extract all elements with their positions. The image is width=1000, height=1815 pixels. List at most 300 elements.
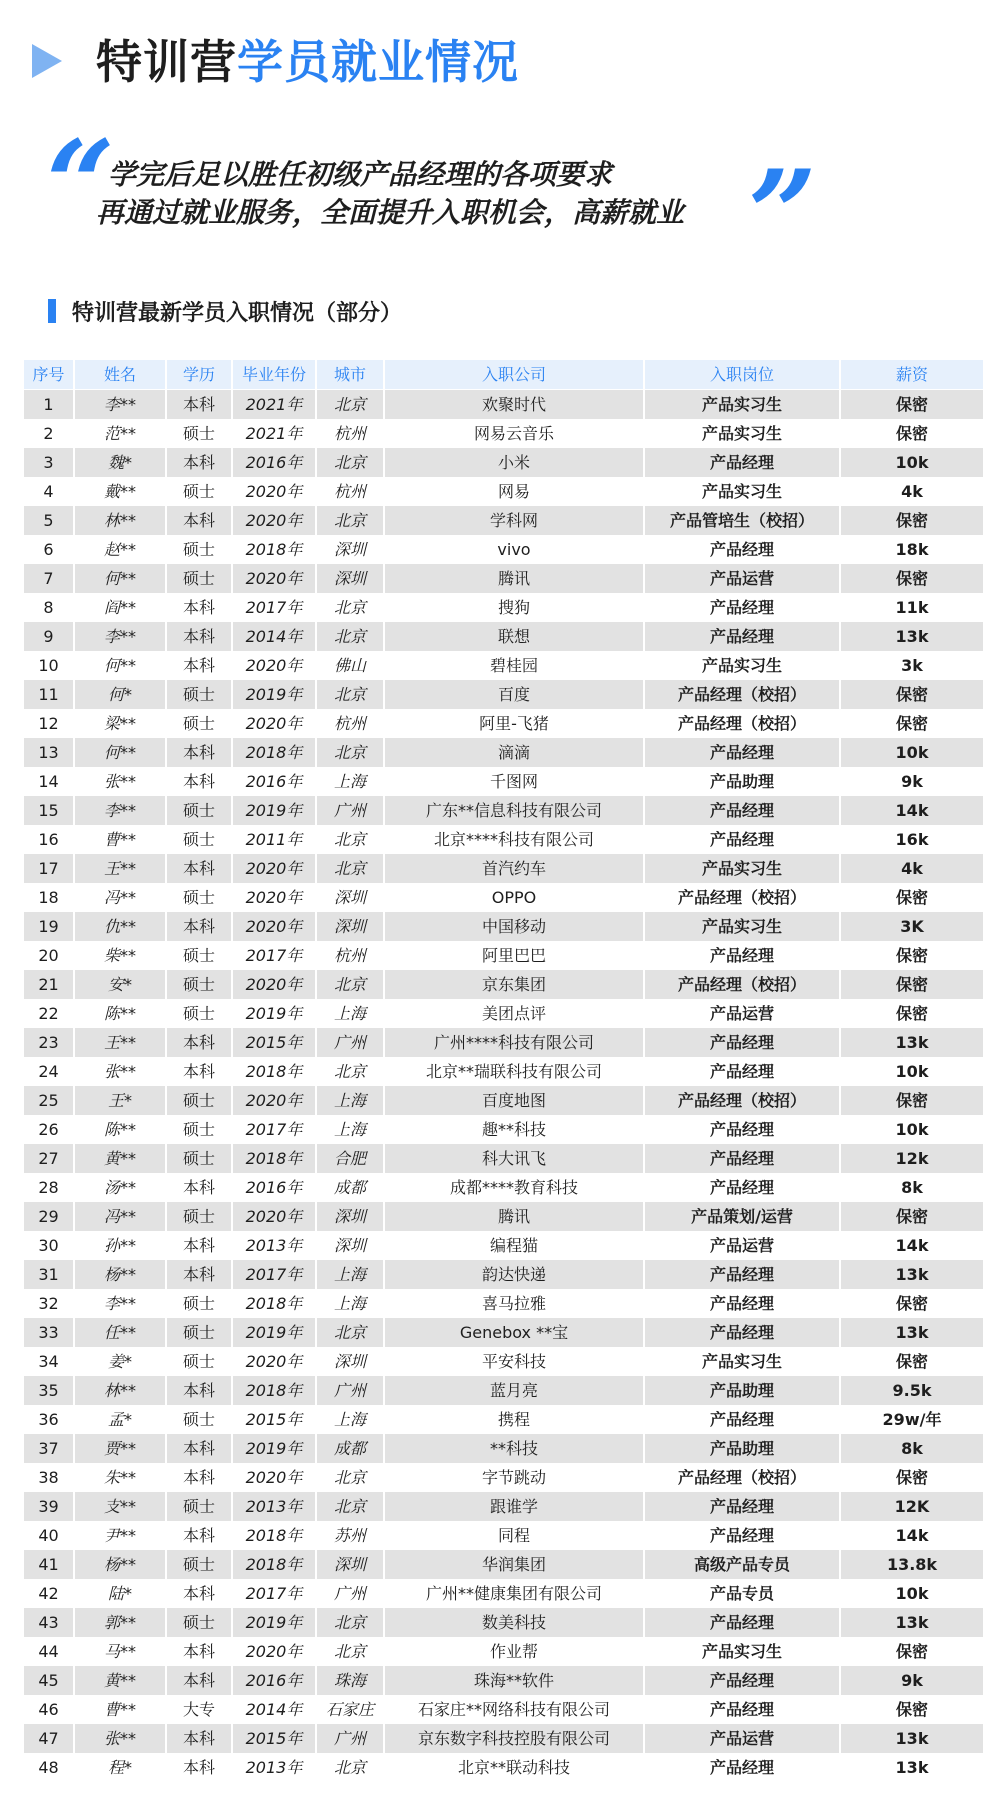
cell-salary: 保密 (840, 680, 984, 709)
cell-salary: 10k (840, 1115, 984, 1144)
table-row (24, 1666, 984, 1695)
table-row (24, 477, 984, 506)
cell-name: 何** (74, 564, 166, 593)
cell-name: 何** (74, 651, 166, 680)
cell-position: 产品管培生（校招） (644, 506, 840, 535)
cell-name: 林** (74, 1376, 166, 1405)
cell-city: 上海 (316, 1405, 384, 1434)
table-header-row (24, 360, 984, 390)
cell-city: 北京 (316, 593, 384, 622)
cell-name: 魏* (74, 448, 166, 477)
table-row (24, 1695, 984, 1724)
cell-salary: 8k (840, 1173, 984, 1202)
cell-salary: 保密 (840, 999, 984, 1028)
cell-name: 汤** (74, 1173, 166, 1202)
section-title: 特训营最新学员入职情况（部分） (72, 301, 403, 326)
cell-company: 成都****教育科技 (384, 1173, 644, 1202)
cell-degree: 本科 (166, 1376, 232, 1405)
cell-company: 韵达快递 (384, 1260, 644, 1289)
cell-index: 15 (24, 796, 74, 825)
cell-grad-year: 2020年 (232, 970, 316, 999)
cell-grad-year: 2020年 (232, 1347, 316, 1376)
table-row (24, 1550, 984, 1579)
close-quote-icon: ” (748, 144, 818, 285)
employment-table (24, 360, 985, 1782)
cell-position: 产品经理 (644, 1753, 840, 1782)
cell-name: 朱** (74, 1463, 166, 1492)
table-row (24, 593, 984, 622)
cell-position: 产品经理 (644, 1144, 840, 1173)
cell-position: 产品经理 (644, 1405, 840, 1434)
table-row (24, 535, 984, 564)
cell-grad-year: 2018年 (232, 1376, 316, 1405)
cell-index: 36 (24, 1405, 74, 1434)
table-row (24, 1637, 984, 1666)
cell-position: 产品经理 (644, 622, 840, 651)
cell-city: 深圳 (316, 883, 384, 912)
table-row (24, 767, 984, 796)
table-row (24, 1492, 984, 1521)
cell-degree: 硕士 (166, 535, 232, 564)
cell-company: 学科网 (384, 506, 644, 535)
table-row (24, 1231, 984, 1260)
table-row (24, 883, 984, 912)
cell-city: 上海 (316, 1260, 384, 1289)
cell-position: 产品经理（校招） (644, 1086, 840, 1115)
header-grad-year: 毕业年份 (232, 360, 316, 390)
cell-company: 同程 (384, 1521, 644, 1550)
open-quote-icon: “ (46, 114, 116, 255)
cell-name: 姜* (74, 1347, 166, 1376)
cell-index: 47 (24, 1724, 74, 1753)
header-name: 姓名 (74, 360, 166, 390)
cell-company: 广州****科技有限公司 (384, 1028, 644, 1057)
cell-grad-year: 2017年 (232, 941, 316, 970)
cell-salary: 保密 (840, 1202, 984, 1231)
cell-degree: 本科 (166, 1666, 232, 1695)
table-row (24, 1724, 984, 1753)
cell-name: 王** (74, 1028, 166, 1057)
cell-degree: 硕士 (166, 1289, 232, 1318)
cell-city: 深圳 (316, 1347, 384, 1376)
cell-grad-year: 2015年 (232, 1405, 316, 1434)
cell-city: 合肥 (316, 1144, 384, 1173)
cell-salary: 保密 (840, 1463, 984, 1492)
cell-grad-year: 2014年 (232, 622, 316, 651)
cell-grad-year: 2013年 (232, 1753, 316, 1782)
table-row (24, 419, 984, 448)
cell-position: 产品实习生 (644, 854, 840, 883)
cell-index: 26 (24, 1115, 74, 1144)
table-row (24, 1086, 984, 1115)
cell-company: 滴滴 (384, 738, 644, 767)
cell-salary: 保密 (840, 390, 984, 420)
table-row (24, 912, 984, 941)
cell-company: 珠海**软件 (384, 1666, 644, 1695)
table-row (24, 1376, 984, 1405)
cell-company: 广东**信息科技有限公司 (384, 796, 644, 825)
cell-salary: 13k (840, 622, 984, 651)
cell-city: 广州 (316, 1724, 384, 1753)
cell-city: 上海 (316, 767, 384, 796)
cell-degree: 本科 (166, 1463, 232, 1492)
cell-index: 23 (24, 1028, 74, 1057)
table-row (24, 941, 984, 970)
cell-grad-year: 2020年 (232, 1463, 316, 1492)
cell-position: 产品经理 (644, 1115, 840, 1144)
cell-company: vivo (384, 535, 644, 564)
cell-city: 北京 (316, 970, 384, 999)
cell-grad-year: 2016年 (232, 767, 316, 796)
cell-name: 范** (74, 419, 166, 448)
cell-degree: 本科 (166, 738, 232, 767)
cell-grad-year: 2019年 (232, 999, 316, 1028)
cell-company: 京东数字科技控股有限公司 (384, 1724, 644, 1753)
cell-salary: 11k (840, 593, 984, 622)
cell-company: 广州**健康集团有限公司 (384, 1579, 644, 1608)
cell-city: 杭州 (316, 419, 384, 448)
cell-index: 6 (24, 535, 74, 564)
cell-name: 张** (74, 1724, 166, 1753)
table-row (24, 1463, 984, 1492)
cell-salary: 保密 (840, 941, 984, 970)
cell-degree: 硕士 (166, 1550, 232, 1579)
cell-company: 数美科技 (384, 1608, 644, 1637)
cell-salary: 18k (840, 535, 984, 564)
cell-position: 产品运营 (644, 1231, 840, 1260)
cell-name: 支** (74, 1492, 166, 1521)
cell-index: 35 (24, 1376, 74, 1405)
cell-salary: 14k (840, 796, 984, 825)
cell-company: 网易云音乐 (384, 419, 644, 448)
cell-degree: 本科 (166, 767, 232, 796)
cell-name: 杨** (74, 1260, 166, 1289)
cell-name: 王* (74, 1086, 166, 1115)
cell-index: 31 (24, 1260, 74, 1289)
cell-name: 张** (74, 1057, 166, 1086)
cell-index: 34 (24, 1347, 74, 1376)
cell-grad-year: 2020年 (232, 883, 316, 912)
cell-name: 王** (74, 854, 166, 883)
cell-grad-year: 2020年 (232, 506, 316, 535)
cell-position: 产品经理（校招） (644, 970, 840, 999)
cell-degree: 硕士 (166, 680, 232, 709)
cell-index: 5 (24, 506, 74, 535)
cell-grad-year: 2020年 (232, 651, 316, 680)
cell-degree: 硕士 (166, 941, 232, 970)
cell-city: 杭州 (316, 477, 384, 506)
cell-company: 阿里巴巴 (384, 941, 644, 970)
cell-grad-year: 2016年 (232, 1666, 316, 1695)
table-row (24, 1521, 984, 1550)
cell-position: 产品经理 (644, 1028, 840, 1057)
cell-index: 41 (24, 1550, 74, 1579)
cell-name: 贾** (74, 1434, 166, 1463)
cell-grad-year: 2019年 (232, 796, 316, 825)
cell-index: 37 (24, 1434, 74, 1463)
cell-position: 产品经理 (644, 1608, 840, 1637)
cell-grad-year: 2018年 (232, 1144, 316, 1173)
cell-position: 产品运营 (644, 564, 840, 593)
cell-index: 19 (24, 912, 74, 941)
cell-city: 深圳 (316, 564, 384, 593)
cell-grad-year: 2013年 (232, 1492, 316, 1521)
cell-name: 李** (74, 1289, 166, 1318)
cell-name: 任** (74, 1318, 166, 1347)
cell-company: 作业帮 (384, 1637, 644, 1666)
cell-index: 3 (24, 448, 74, 477)
cell-position: 产品经理 (644, 1260, 840, 1289)
cell-company: 中国移动 (384, 912, 644, 941)
cell-salary: 12k (840, 1144, 984, 1173)
cell-degree: 硕士 (166, 1608, 232, 1637)
cell-grad-year: 2021年 (232, 390, 316, 420)
header-salary: 薪资 (840, 360, 984, 390)
cell-salary: 9k (840, 1666, 984, 1695)
cell-salary: 8k (840, 1434, 984, 1463)
cell-index: 14 (24, 767, 74, 796)
cell-grad-year: 2017年 (232, 1115, 316, 1144)
cell-index: 25 (24, 1086, 74, 1115)
cell-degree: 硕士 (166, 564, 232, 593)
cell-index: 9 (24, 622, 74, 651)
cell-position: 产品经理 (644, 535, 840, 564)
cell-position: 产品助理 (644, 767, 840, 796)
cell-name: 戴** (74, 477, 166, 506)
cell-company: 美团点评 (384, 999, 644, 1028)
cell-index: 10 (24, 651, 74, 680)
cell-salary: 保密 (840, 1347, 984, 1376)
play-triangle-icon (32, 44, 62, 78)
cell-grad-year: 2020年 (232, 1202, 316, 1231)
cell-company: 科大讯飞 (384, 1144, 644, 1173)
table-row (24, 1260, 984, 1289)
table-row (24, 680, 984, 709)
cell-index: 43 (24, 1608, 74, 1637)
cell-grad-year: 2018年 (232, 738, 316, 767)
cell-grad-year: 2016年 (232, 448, 316, 477)
cell-salary: 保密 (840, 1289, 984, 1318)
table-row (24, 796, 984, 825)
cell-grad-year: 2021年 (232, 419, 316, 448)
cell-position: 产品经理（校招） (644, 709, 840, 738)
cell-salary: 保密 (840, 564, 984, 593)
cell-index: 46 (24, 1695, 74, 1724)
cell-grad-year: 2017年 (232, 593, 316, 622)
cell-salary: 10k (840, 1057, 984, 1086)
cell-company: 北京**联动科技 (384, 1753, 644, 1782)
cell-index: 38 (24, 1463, 74, 1492)
table-row (24, 448, 984, 477)
table-row (24, 564, 984, 593)
cell-degree: 硕士 (166, 970, 232, 999)
cell-degree: 本科 (166, 1521, 232, 1550)
cell-position: 高级产品专员 (644, 1550, 840, 1579)
cell-city: 佛山 (316, 651, 384, 680)
cell-name: 陈** (74, 999, 166, 1028)
cell-degree: 硕士 (166, 796, 232, 825)
cell-salary: 13k (840, 1608, 984, 1637)
table-row (24, 622, 984, 651)
cell-company: 北京****科技有限公司 (384, 825, 644, 854)
cell-position: 产品实习生 (644, 912, 840, 941)
cell-city: 珠海 (316, 1666, 384, 1695)
header-degree: 学历 (166, 360, 232, 390)
cell-company: 百度 (384, 680, 644, 709)
cell-city: 北京 (316, 506, 384, 535)
cell-city: 广州 (316, 796, 384, 825)
cell-city: 北京 (316, 1463, 384, 1492)
cell-degree: 硕士 (166, 709, 232, 738)
cell-city: 上海 (316, 1289, 384, 1318)
cell-company: 编程猫 (384, 1231, 644, 1260)
cell-position: 产品经理 (644, 1521, 840, 1550)
cell-name: 李** (74, 796, 166, 825)
cell-position: 产品经理 (644, 1173, 840, 1202)
cell-city: 广州 (316, 1579, 384, 1608)
table-row (24, 1202, 984, 1231)
cell-company: 北京**瑞联科技有限公司 (384, 1057, 644, 1086)
cell-salary: 14k (840, 1521, 984, 1550)
cell-index: 2 (24, 419, 74, 448)
cell-grad-year: 2020年 (232, 912, 316, 941)
cell-index: 44 (24, 1637, 74, 1666)
cell-degree: 本科 (166, 912, 232, 941)
cell-company: 腾讯 (384, 564, 644, 593)
cell-index: 12 (24, 709, 74, 738)
cell-company: 华润集团 (384, 1550, 644, 1579)
cell-grad-year: 2014年 (232, 1695, 316, 1724)
cell-index: 45 (24, 1666, 74, 1695)
cell-company: 平安科技 (384, 1347, 644, 1376)
cell-degree: 本科 (166, 1231, 232, 1260)
cell-salary: 10k (840, 448, 984, 477)
table-row (24, 1347, 984, 1376)
cell-grad-year: 2020年 (232, 709, 316, 738)
cell-city: 上海 (316, 1086, 384, 1115)
cell-grad-year: 2018年 (232, 535, 316, 564)
cell-position: 产品助理 (644, 1434, 840, 1463)
cell-index: 17 (24, 854, 74, 883)
cell-company: 网易 (384, 477, 644, 506)
cell-degree: 硕士 (166, 883, 232, 912)
table-row (24, 1753, 984, 1782)
cell-company: 联想 (384, 622, 644, 651)
cell-position: 产品助理 (644, 1376, 840, 1405)
cell-index: 20 (24, 941, 74, 970)
cell-name: 梁** (74, 709, 166, 738)
cell-city: 深圳 (316, 1202, 384, 1231)
cell-salary: 13k (840, 1724, 984, 1753)
cell-company: 京东集团 (384, 970, 644, 999)
header-position: 入职岗位 (644, 360, 840, 390)
cell-position: 产品经理 (644, 1492, 840, 1521)
cell-city: 深圳 (316, 1550, 384, 1579)
cell-index: 32 (24, 1289, 74, 1318)
cell-position: 产品经理 (644, 941, 840, 970)
cell-index: 16 (24, 825, 74, 854)
cell-grad-year: 2016年 (232, 1173, 316, 1202)
table-row (24, 1434, 984, 1463)
cell-position: 产品经理 (644, 738, 840, 767)
table-row (24, 999, 984, 1028)
cell-salary: 16k (840, 825, 984, 854)
cell-degree: 硕士 (166, 419, 232, 448)
cell-grad-year: 2018年 (232, 1521, 316, 1550)
cell-city: 北京 (316, 738, 384, 767)
cell-name: 陆* (74, 1579, 166, 1608)
header-index: 序号 (24, 360, 74, 390)
table-row (24, 1289, 984, 1318)
cell-city: 深圳 (316, 1231, 384, 1260)
cell-company: 百度地图 (384, 1086, 644, 1115)
cell-position: 产品策划/运营 (644, 1202, 840, 1231)
header-company: 入职公司 (384, 360, 644, 390)
cell-name: 程* (74, 1753, 166, 1782)
cell-name: 安* (74, 970, 166, 999)
cell-index: 28 (24, 1173, 74, 1202)
cell-degree: 本科 (166, 593, 232, 622)
cell-salary: 保密 (840, 419, 984, 448)
cell-salary: 13k (840, 1260, 984, 1289)
cell-degree: 硕士 (166, 825, 232, 854)
cell-name: 何* (74, 680, 166, 709)
cell-index: 4 (24, 477, 74, 506)
cell-city: 苏州 (316, 1521, 384, 1550)
cell-degree: 本科 (166, 651, 232, 680)
cell-position: 产品经理 (644, 796, 840, 825)
cell-company: 千图网 (384, 767, 644, 796)
cell-salary: 4k (840, 477, 984, 506)
cell-name: 李** (74, 390, 166, 420)
cell-name: 仇** (74, 912, 166, 941)
cell-name: 曹** (74, 1695, 166, 1724)
cell-index: 22 (24, 999, 74, 1028)
cell-degree: 硕士 (166, 1405, 232, 1434)
cell-city: 广州 (316, 1028, 384, 1057)
cell-city: 北京 (316, 390, 384, 420)
cell-salary: 保密 (840, 506, 984, 535)
cell-city: 北京 (316, 622, 384, 651)
table-row (24, 1115, 984, 1144)
cell-name: 黄** (74, 1666, 166, 1695)
cell-city: 北京 (316, 1753, 384, 1782)
cell-grad-year: 2020年 (232, 1637, 316, 1666)
cell-company: 搜狗 (384, 593, 644, 622)
cell-company: OPPO (384, 883, 644, 912)
cell-index: 33 (24, 1318, 74, 1347)
cell-salary: 13k (840, 1028, 984, 1057)
cell-degree: 硕士 (166, 1202, 232, 1231)
cell-salary: 保密 (840, 1637, 984, 1666)
cell-position: 产品实习生 (644, 390, 840, 420)
cell-name: 何** (74, 738, 166, 767)
cell-salary: 10k (840, 738, 984, 767)
cell-degree: 本科 (166, 1260, 232, 1289)
cell-degree: 本科 (166, 1724, 232, 1753)
cell-company: 趣**科技 (384, 1115, 644, 1144)
cell-position: 产品实习生 (644, 477, 840, 506)
cell-degree: 本科 (166, 622, 232, 651)
cell-salary: 13.8k (840, 1550, 984, 1579)
cell-company: 碧桂园 (384, 651, 644, 680)
cell-grad-year: 2017年 (232, 1579, 316, 1608)
cell-position: 产品实习生 (644, 419, 840, 448)
cell-company: 跟谁学 (384, 1492, 644, 1521)
cell-name: 孟* (74, 1405, 166, 1434)
cell-position: 产品运营 (644, 1724, 840, 1753)
section-bar-icon (48, 299, 56, 323)
